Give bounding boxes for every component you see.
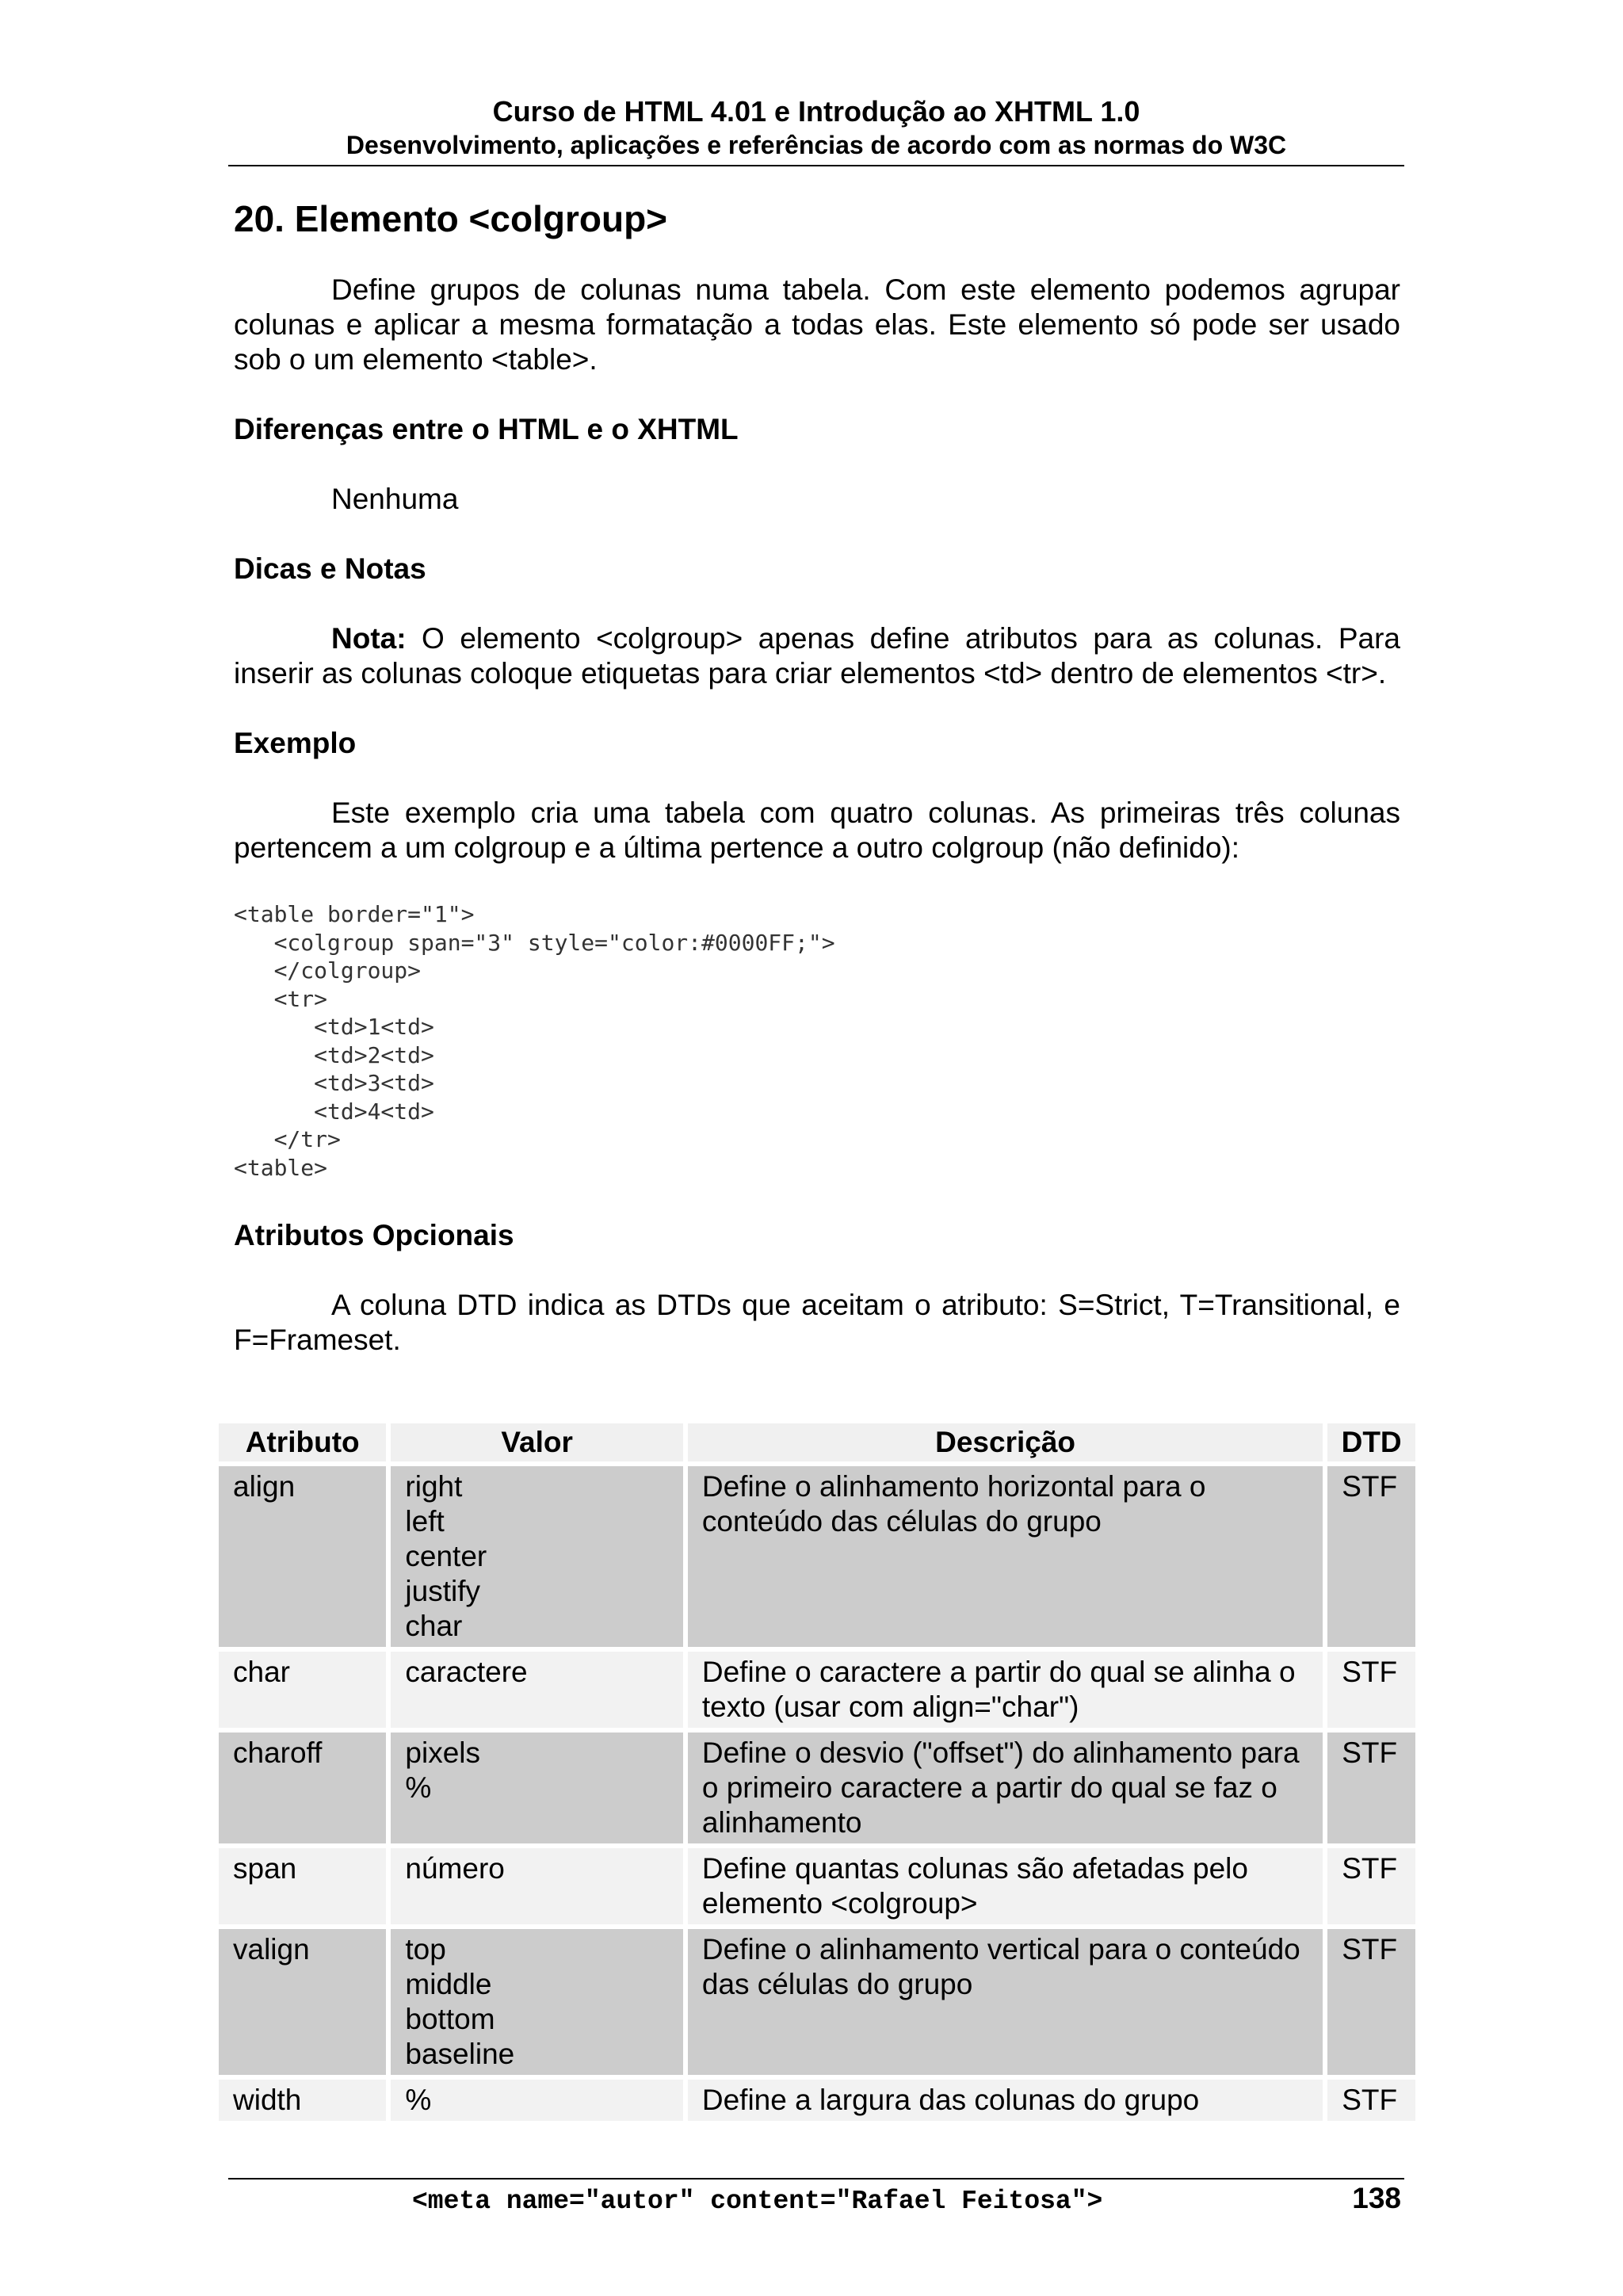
tips-heading: Dicas e Notas <box>234 552 426 585</box>
value-cell <box>391 1652 682 1728</box>
value-item: % <box>405 1771 432 1804</box>
note-paragraph <box>234 621 1400 691</box>
dtd-cell: STF <box>1327 1929 1415 2075</box>
value-item: center <box>405 1540 487 1572</box>
optional-heading: Atributos Opcionais <box>234 1219 514 1251</box>
note-label: Nota: <box>331 622 407 655</box>
value-cell <box>391 1466 682 1647</box>
value-item: left <box>405 1505 445 1538</box>
value-item: top <box>405 1933 446 1966</box>
section-title: 20. Elemento <colgroup> <box>234 198 668 239</box>
dtd-cell: STF <box>1327 2080 1415 2121</box>
value-item: justify <box>405 1575 480 1607</box>
value-cell <box>391 1733 682 1843</box>
value-item: % <box>405 2084 432 2116</box>
diff-heading: Diferenças entre o HTML e o XHTML <box>234 413 739 445</box>
footer-meta: <meta name="autor" content="Rafael Feitosa"> <box>412 2187 1103 2216</box>
dtd-cell: STF <box>1327 1733 1415 1843</box>
value-item: bottom <box>405 2003 495 2035</box>
desc-cell: Define a largura das colunas do grupo <box>688 2080 1323 2121</box>
desc-cell: Define quantas colunas são afetadas pelo elemento <colgroup> <box>688 1848 1323 1924</box>
page-header <box>228 94 1404 160</box>
dtd-cell: STF <box>1327 1848 1415 1924</box>
attributes-table <box>214 1419 1420 2126</box>
optional-text: A coluna DTD indica as DTDs que aceitam o atributo: S=Strict, T=Transitional, e F=Frameset. <box>234 1289 1400 1356</box>
desc-cell: Define o desvio ("offset") do alinhamento para o primeiro caractere a partir do qual se faz o alinhamento <box>688 1733 1323 1843</box>
value-item: pixels <box>405 1736 481 1769</box>
attr-cell: span <box>219 1848 386 1924</box>
th-valor: Valor <box>391 1423 682 1461</box>
th-descricao: Descrição <box>688 1423 1323 1461</box>
footer-rule <box>228 2178 1404 2179</box>
code-block: <table border="1"> <colgroup span="3" style="color:#0000FF;"> </colgroup> <tr> <td>1<td> <td>2<td> <td>3<td> <td>4<td> </tr> <table> <box>234 901 835 1181</box>
dtd-cell: STF <box>1327 1652 1415 1728</box>
page-number: 138 <box>1352 2182 1401 2214</box>
header-subtitle: Desenvolvimento, aplicações e referências de acordo com as normas do W3C <box>346 131 1287 159</box>
table-row <box>219 1929 1415 2075</box>
value-cell <box>391 1929 682 2075</box>
note-text: O elemento <colgroup> apenas define atributos para as colunas. Para inserir as colunas coloque etiquetas para criar elementos <td> dentro de elementos <tr>. <box>234 622 1400 690</box>
value-item: baseline <box>405 2038 515 2070</box>
table-row <box>219 1848 1415 1924</box>
value-cell <box>391 1848 682 1924</box>
desc-cell: Define o caractere a partir do qual se alinha o texto (usar com align="char") <box>688 1652 1323 1728</box>
value-item: caractere <box>405 1656 528 1688</box>
th-atributo: Atributo <box>219 1423 386 1461</box>
value-item: char <box>405 1610 463 1642</box>
header-title: Curso de HTML 4.01 e Introdução ao XHTML 1.0 <box>492 95 1140 128</box>
attr-cell: char <box>219 1652 386 1728</box>
main-content <box>234 189 1400 1392</box>
attr-cell: valign <box>219 1929 386 2075</box>
value-item: número <box>405 1852 505 1885</box>
dtd-cell: STF <box>1327 1466 1415 1647</box>
intro-paragraph: Define grupos de colunas numa tabela. Com este elemento podemos agrupar colunas e aplicar a mesma formatação a todas elas. Este elemento só pode ser usado sob o um elemento <table>. <box>234 273 1400 376</box>
table-row <box>219 1466 1415 1647</box>
desc-cell: Define o alinhamento vertical para o conteúdo das células do grupo <box>688 1929 1323 2075</box>
example-heading: Exemplo <box>234 727 357 759</box>
table-header-row <box>219 1423 1415 1461</box>
attr-cell: align <box>219 1466 386 1647</box>
header-rule <box>228 165 1404 166</box>
desc-cell: Define o alinhamento horizontal para o conteúdo das células do grupo <box>688 1466 1323 1647</box>
th-dtd: DTD <box>1327 1423 1415 1461</box>
table-row <box>219 2080 1415 2121</box>
table-row <box>219 1652 1415 1728</box>
attr-cell: width <box>219 2080 386 2121</box>
value-item: right <box>405 1470 463 1503</box>
table-row <box>219 1733 1415 1843</box>
attr-cell: charoff <box>219 1733 386 1843</box>
diff-text: Nenhuma <box>331 483 459 515</box>
value-item: middle <box>405 1968 492 2000</box>
example-text: Este exemplo cria uma tabela com quatro colunas. As primeiras três colunas pertencem a um colgroup e a última pertence a outro colgroup (não definido): <box>234 797 1400 864</box>
value-cell <box>391 2080 682 2121</box>
